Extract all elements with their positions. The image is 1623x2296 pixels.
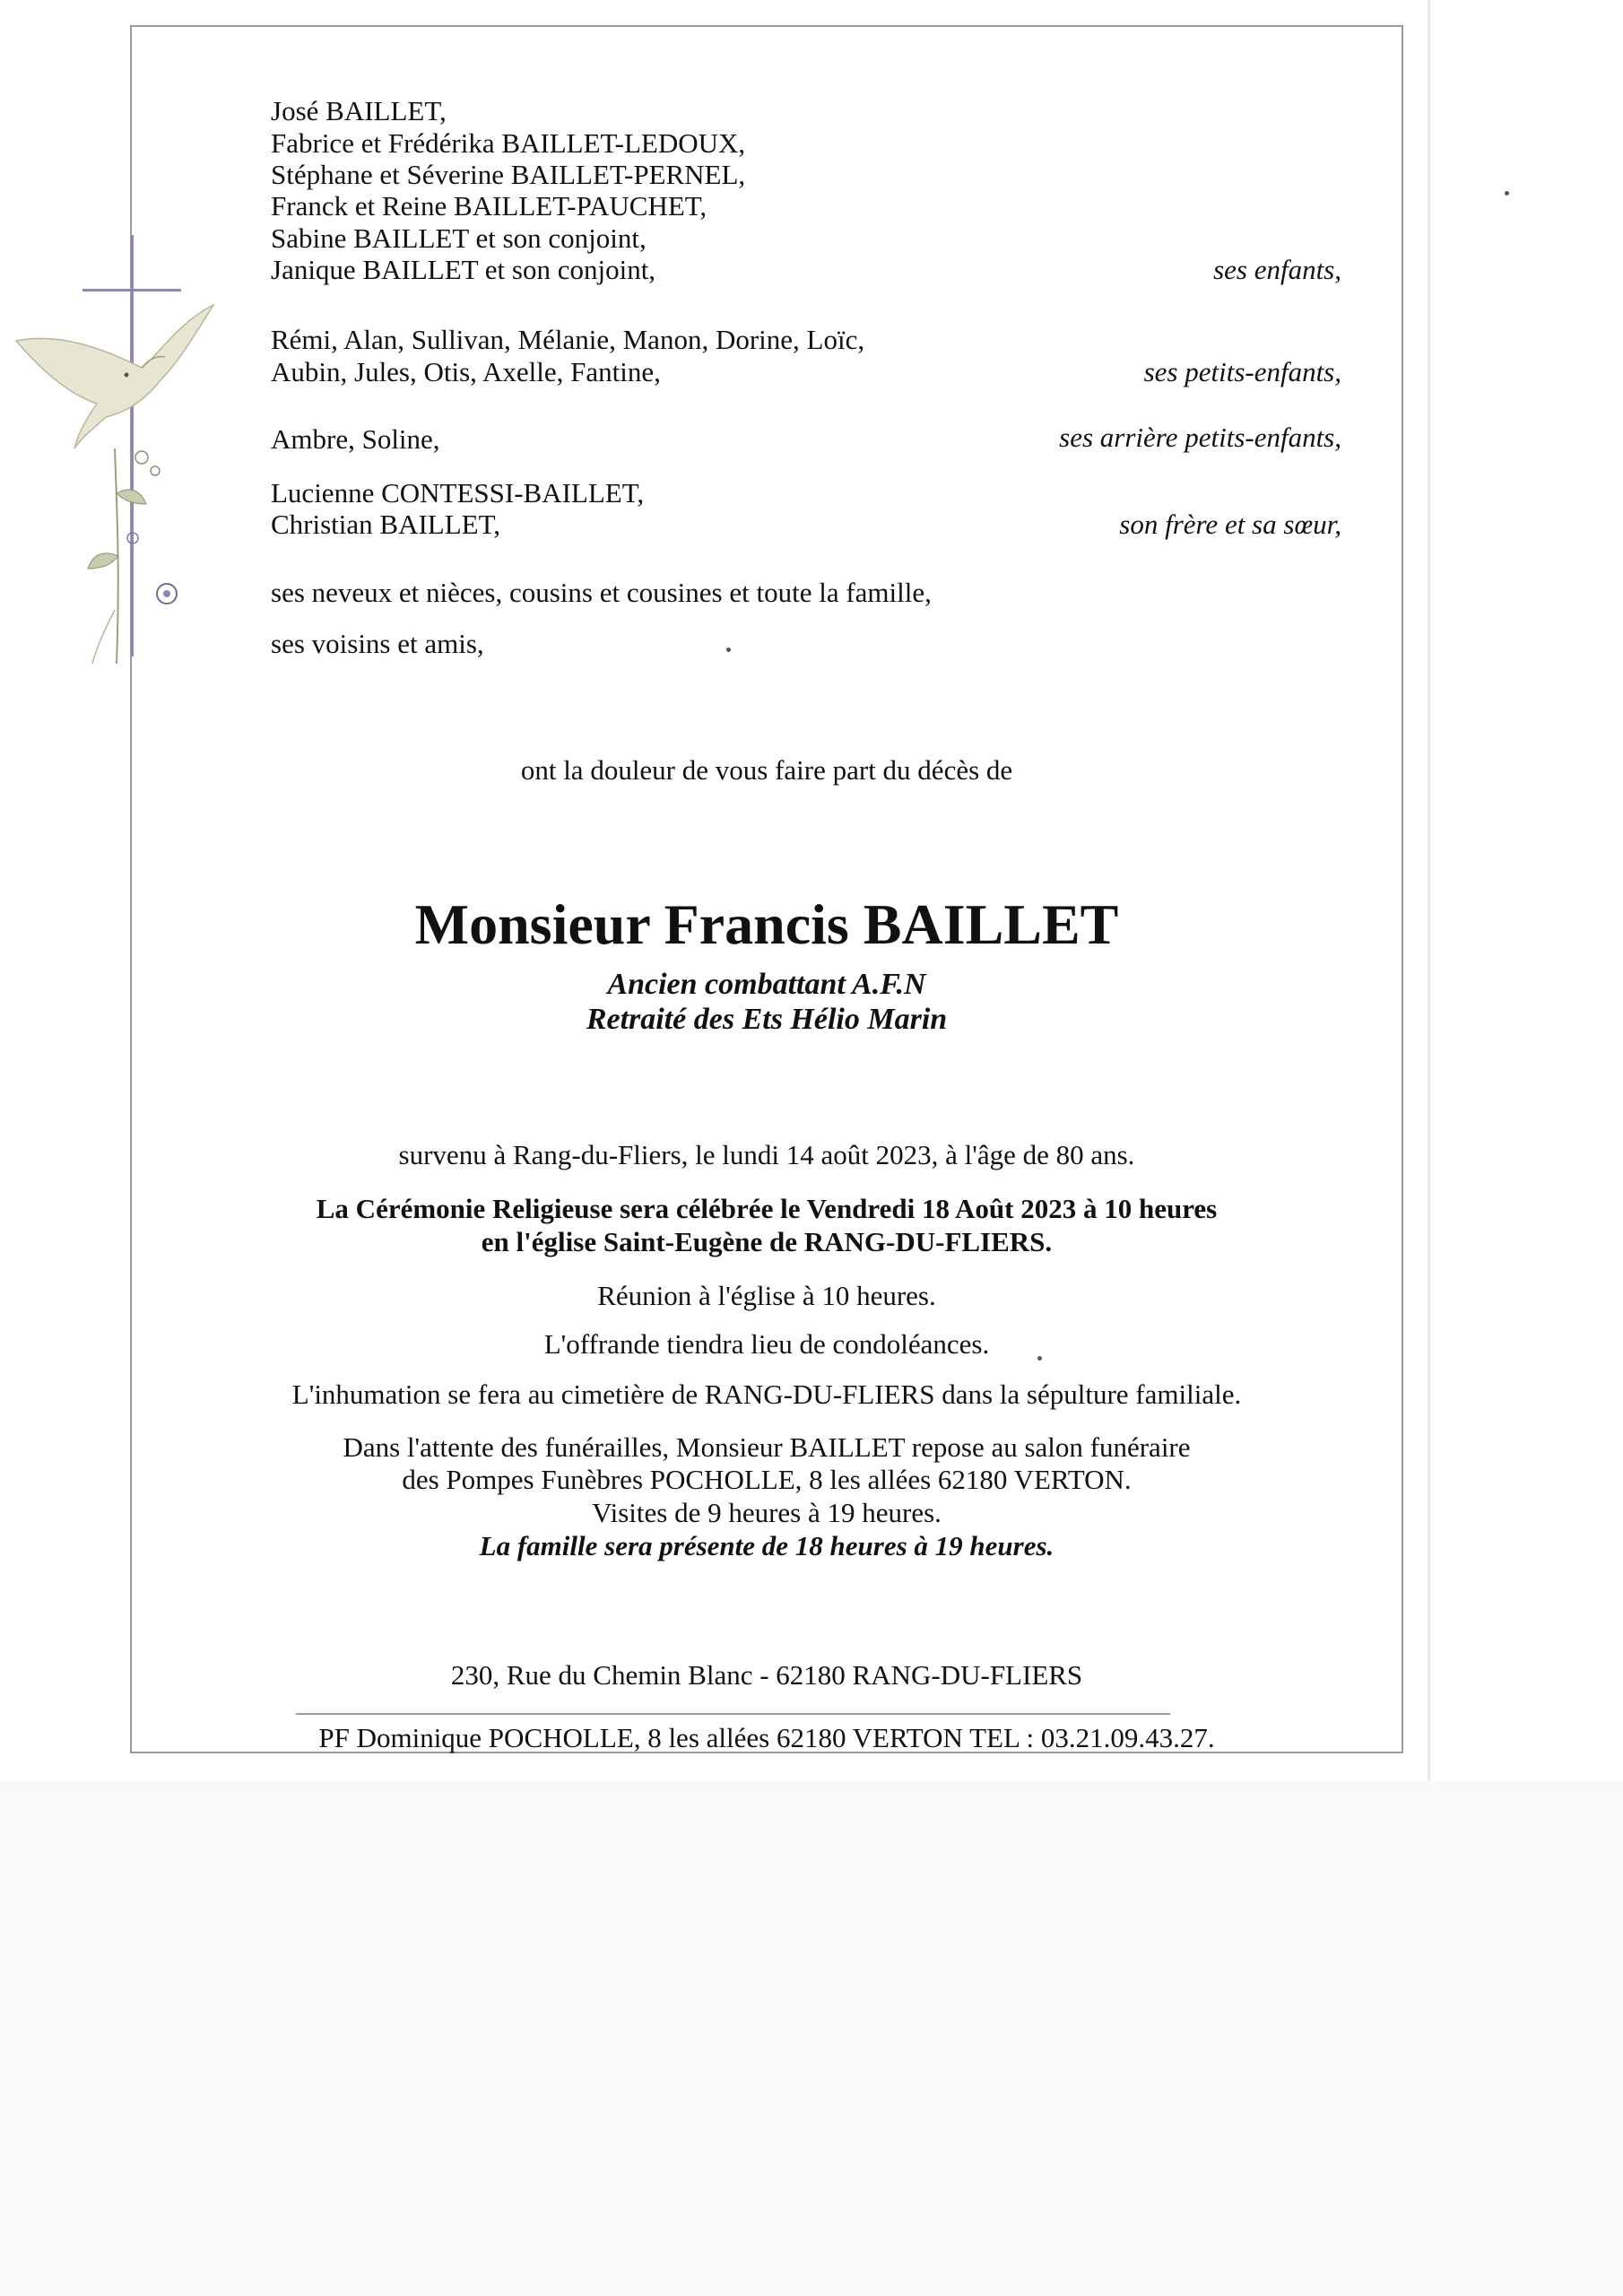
funeral-home-footer: PF Dominique POCHOLLE, 8 les allées 62180 VERTON TEL : 03.21.09.43.27. <box>318 1722 1215 1753</box>
family-name: Stéphane et Séverine BAILLET-PERNEL, <box>271 159 746 190</box>
family-name: Rémi, Alan, Sullivan, Mélanie, Manon, Dorine, Loïc, <box>271 324 865 355</box>
family-name: Sabine BAILLET et son conjoint, <box>271 222 647 254</box>
deceased-name: Monsieur Francis BAILLET <box>414 892 1119 956</box>
deceased-title: Ancien combattant A.F.N <box>607 968 926 1001</box>
announcement: ont la douleur de vous faire part du décès de <box>520 754 1013 786</box>
meeting-details: Réunion à l'église à 10 heures. <box>597 1280 936 1311</box>
family-others: ses neveux et nièces, cousins et cousines et toute la famille, <box>271 577 932 608</box>
family-others: ses voisins et amis, <box>271 628 484 659</box>
home-address: 230, Rue du Chemin Blanc - 62180 RANG-DU-FLIERS <box>450 1659 1083 1691</box>
family-name: Janique BAILLET et son conjoint, <box>271 254 656 285</box>
scan-speck <box>1037 1356 1042 1361</box>
deceased-title: Retraité des Ets Hélio Marin <box>586 1003 948 1036</box>
dove-flower-icon <box>7 269 240 682</box>
relation-grandchildren: ses petits-enfants, <box>1143 356 1341 387</box>
visit-hours: Visites de 9 heures à 19 heures. <box>592 1497 942 1528</box>
family-name: Ambre, Soline, <box>271 423 440 455</box>
footer-divider <box>296 1713 1170 1715</box>
family-name: Lucienne CONTESSI-BAILLET, <box>271 477 645 509</box>
scan-background <box>0 1780 1623 2296</box>
family-presence: La famille sera présente de 18 heures à 19 heures. <box>479 1530 1055 1561</box>
offering-details: L'offrande tiendra lieu de condoléances. <box>543 1328 990 1360</box>
rest-details: des Pompes Funèbres POCHOLLE, 8 les allées 62180 VERTON. <box>402 1464 1132 1495</box>
relation-children: ses enfants, <box>1213 254 1341 285</box>
ceremony-line: en l'église Saint-Eugène de RANG-DU-FLIERS. <box>481 1226 1053 1257</box>
page-edge <box>1428 0 1430 1780</box>
burial-details: L'inhumation se fera au cimetière de RANG-DU-FLIERS dans la sépulture familiale. <box>291 1378 1242 1410</box>
family-name: Christian BAILLET, <box>271 509 500 540</box>
family-name: Fabrice et Frédérika BAILLET-LEDOUX, <box>271 127 746 159</box>
family-name: José BAILLET, <box>271 95 447 126</box>
relation-great-grandchildren: ses arrière petits-enfants, <box>1059 422 1341 453</box>
scan-speck <box>726 648 731 652</box>
scan-speck <box>1505 191 1509 196</box>
death-details: survenu à Rang-du-Fliers, le lundi 14 août 2023, à l'âge de 80 ans. <box>398 1139 1135 1170</box>
family-name: Franck et Reine BAILLET-PAUCHET, <box>271 190 707 222</box>
family-name: Aubin, Jules, Otis, Axelle, Fantine, <box>271 356 661 387</box>
rest-details: Dans l'attente des funérailles, Monsieur BAILLET repose au salon funéraire <box>343 1431 1191 1463</box>
ceremony-line: La Cérémonie Religieuse sera célébrée le Vendredi 18 Août 2023 à 10 heures <box>316 1193 1218 1224</box>
relation-siblings: son frère et sa sœur, <box>1119 509 1341 540</box>
